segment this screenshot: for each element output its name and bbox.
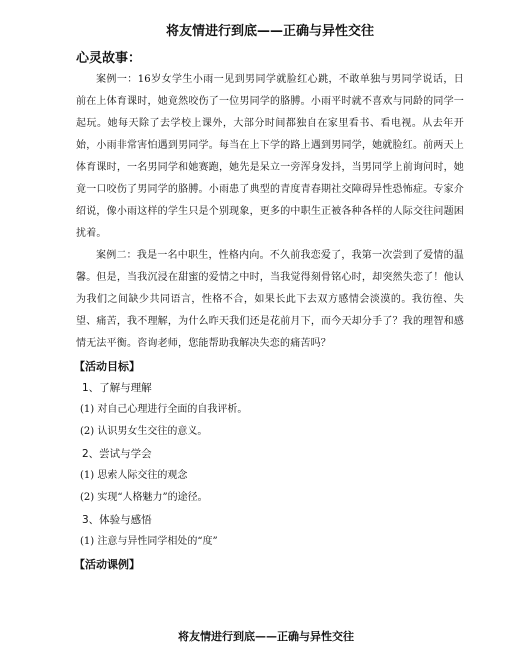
goal-item-1: 1、了解与理解 [82,382,152,394]
goals-heading: 【活动目标】 [74,360,140,373]
goal-item-2: 2、尝试与学会 [82,448,152,460]
document-title: 将友情进行到底——正确与异性交往 [165,24,374,39]
lesson-heading: 【活动课例】 [74,558,140,571]
case-one-paragraph: 案例一：16岁女学生小雨一见到男同学就脸红心跳，不敢单独与男同学说话，日前在上体育课时，她竟然咬伤了一位男同学的胳膊。小雨平时就不喜欢与同龄的同学一起玩。她每天除了去学校上课外，大部分时间都独自在家里看书、看电视。从去年开始，小雨非常害怕遇到男同学。每当在上下学的路上遇到男同学，她就脸红。前两天上体育课时，一名男同学和她赛跑，她先是呆立一旁浑身发抖，当男同学上前询问时，她竟一口咬伤了男同学的胳膊。小雨患了典型的青度青春期社交障碍异性恐怖症。专家介绍说，像小雨这样的学生只是个别现象，更多的中职生正被各种各样的人际交往问题困扰着。 [76,74,464,239]
goal-subitem-1-1: (1) 对自己心理进行全面的自我评析。 [80,404,248,415]
goal-subitem-1-2: (2) 认识男女生交往的意义。 [80,426,208,437]
goal-subitem-3-1: (1) 注意与异性同学相处的“度” [80,536,218,547]
goal-subitem-2-2: (2) 实现“人格魅力”的途径。 [80,492,208,503]
story-heading: 心灵故事： [76,51,142,66]
case-two-paragraph: 案例二：我是一名中职生，性格内向。不久前我恋爱了，我第一次尝到了爱情的温馨。但是，当我沉浸在甜蜜的爱情之中时，当我觉得刻骨铭心时，却突然失恋了！他认为我们之间缺少共同语言，性格不合，如果长此下去双方感情会淡漠的。我彷徨、失望、痛苦，我不理解，为什么昨天我们还是花前月下，而今天却分手了？我的理智和感情无法平衡。咨询老师，您能帮助我解决失恋的痛苦吗？ [76,250,464,349]
footer-title: 将友情进行到底——正确与异性交往 [178,630,354,643]
goal-subitem-2-1: (1) 思索人际交往的观念 [80,470,188,481]
goal-item-3: 3、体验与感悟 [82,514,152,526]
